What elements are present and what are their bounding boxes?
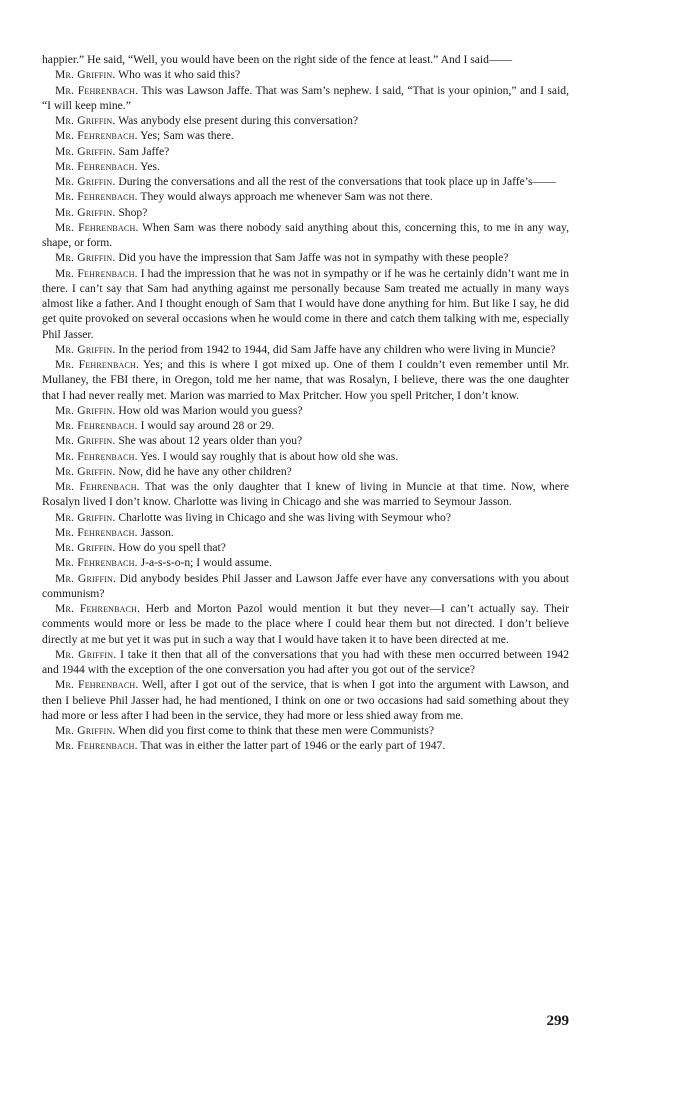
transcript-paragraph [42, 250, 569, 265]
transcript-paragraph [42, 83, 569, 114]
transcript-paragraph [42, 647, 569, 678]
paragraph-text: How old was Marion would you guess? [115, 403, 303, 417]
paragraph-text: Did you have the impression that Sam Jaffe was not in sympathy with these people? [115, 251, 509, 265]
speaker-name: Mr. Fehrenbach. [55, 129, 138, 143]
speaker-name: Mr. Fehrenbach. [55, 190, 138, 204]
speaker-name: Mr. Fehrenbach. [55, 480, 140, 493]
paragraph-text: I would say around 28 or 29. [137, 419, 275, 432]
transcript-paragraph [42, 357, 569, 403]
speaker-name: Mr. Griffin. [55, 68, 116, 82]
paragraph-text: Yes; Sam was there. [137, 129, 234, 143]
page-number: 299 [546, 1013, 569, 1029]
speaker-name: Mr. Fehrenbach. [55, 678, 139, 692]
paragraph-text: Who was it who said this? [115, 68, 241, 82]
paragraph-text: When Sam was there nobody said anything about this, concerning this, to me in any way, shape, or form. [42, 220, 569, 249]
speaker-name: Mr. Griffin. [55, 175, 116, 188]
paragraph-text: happier.” He said, “Well, you would have been on the right side of the fence at least.” And I said—— [42, 53, 513, 66]
transcript-paragraph [42, 738, 569, 753]
transcript-paragraph [42, 555, 569, 570]
speaker-name: Mr. Griffin. [55, 724, 116, 737]
transcript-paragraph [42, 52, 569, 67]
transcript-paragraph [42, 67, 569, 82]
speaker-name: Mr. Griffin. [55, 144, 116, 158]
paragraph-text: Was anybody else present during this conversation? [115, 114, 359, 127]
paragraph-text: In the period from 1942 to 1944, did Sam Jaffe have any children who were living in Muncie? [115, 342, 556, 356]
speaker-name: Mr. Fehrenbach. [55, 83, 139, 97]
speaker-name: Mr. Griffin. [55, 434, 116, 448]
speaker-name: Mr. Fehrenbach. [55, 358, 140, 371]
paragraph-text: Sam Jaffe? [115, 144, 170, 158]
transcript-paragraph [42, 525, 569, 540]
paragraph-text: Shop? [115, 205, 148, 219]
transcript-paragraph [42, 418, 569, 433]
paragraph-text: Herb and Morton Pazol would mention it but they never—I can’t actually say. Their comments would more or less be made to the place where I could hear them but not directed. I don’t believe directly at me but yet it was put in such a way that I would have taken it to have been directed at me. [42, 602, 569, 646]
speaker-name: Mr. Fehrenbach. [55, 266, 138, 280]
speaker-name: Mr. Fehrenbach. [55, 602, 141, 615]
speaker-name: Mr. Fehrenbach. [55, 419, 138, 432]
paragraph-text: Yes. [137, 159, 160, 173]
transcript-paragraph [42, 189, 569, 204]
speaker-name: Mr. Griffin. [55, 403, 116, 417]
paragraph-text: Yes; and this is where I got mixed up. One of them I couldn’t even remember until Mr. Mullaney, the FBI there, in Oregon, told me her name, that was Rosalyn, I believe, there was the one daughter that I had never really met. Marion was married to Max Pritcher. How you spell Pritcher, I don’t know. [42, 358, 569, 402]
transcript-paragraph [42, 677, 569, 723]
speaker-name: Mr. Griffin. [55, 251, 116, 265]
speaker-name: Mr. Griffin. [55, 510, 116, 524]
paragraph-text: That was the only daughter that I knew of living in Muncie at that time. Now, where Rosalyn lived I don’t know. Charlotte was living in Chicago and she was married to Seymour Jasson. [42, 480, 569, 509]
speaker-name: Mr. Griffin. [55, 647, 117, 661]
speaker-name: Mr. Griffin. [55, 541, 116, 554]
transcript-paragraph [42, 220, 569, 251]
transcript-body [42, 52, 569, 754]
paragraph-text: J-a-s-s-o-n; I would assume. [137, 556, 272, 570]
transcript-paragraph [42, 174, 569, 189]
transcript-paragraph [42, 479, 569, 510]
transcript-paragraph [42, 403, 569, 418]
speaker-name: Mr. Fehrenbach. [55, 220, 139, 234]
transcript-paragraph [42, 342, 569, 357]
paragraph-text: That was in either the latter part of 1946 or the early part of 1947. [137, 739, 446, 753]
paragraph-text: They would always approach me whenever Sam was not there. [137, 190, 433, 204]
transcript-paragraph [42, 205, 569, 220]
paragraph-text: I had the impression that he was not in sympathy or if he was he certainly didn’t want me in there. I can’t say that Sam had anything against me personally because Sam treated me actually in many ways almost like a father. And I thought enough of Sam that I would have done anything for him. But like I say, he did get quite provoked on several occasions when he would come in there and catch them talking with me, especially Phil Jasser. [42, 266, 569, 341]
speaker-name: Mr. Fehrenbach. [55, 739, 138, 753]
speaker-name: Mr. Griffin. [55, 571, 117, 585]
speaker-name: Mr. Griffin. [55, 205, 116, 219]
transcript-paragraph [42, 144, 569, 159]
transcript-paragraph [42, 571, 569, 602]
speaker-name: Mr. Fehrenbach. [55, 449, 138, 463]
transcript-paragraph [42, 128, 569, 143]
speaker-name: Mr. Griffin. [55, 114, 116, 127]
paragraph-text: This was Lawson Jaffe. That was Sam’s nephew. I said, “That is your opinion,” and I said, “I will keep mine.” [42, 83, 569, 112]
speaker-name: Mr. Fehrenbach. [55, 159, 138, 173]
paragraph-text: Yes. I would say roughly that is about how old she was. [137, 449, 399, 463]
speaker-name: Mr. Griffin. [55, 342, 116, 356]
transcript-paragraph [42, 464, 569, 479]
paragraph-text: Charlotte was living in Chicago and she was living with Seymour who? [115, 510, 451, 524]
paragraph-text: During the conversations and all the rest of the conversations that took place up in Jaffe’s—— [115, 175, 556, 188]
transcript-paragraph [42, 113, 569, 128]
paragraph-text: Well, after I got out of the service, that is when I got into the argument with Lawson, and then I believe Phil Jasser had, he had mentioned, I think on one or two occasions had said something about they had more or less after I had been in the service, they had more or less shied away from me. [42, 678, 569, 722]
transcript-paragraph [42, 540, 569, 555]
paragraph-text: Did anybody besides Phil Jasser and Lawson Jaffe ever have any conversations with you about communism? [42, 571, 569, 600]
paragraph-text: When did you first come to think that these men were Communists? [115, 724, 435, 737]
speaker-name: Mr. Fehrenbach. [55, 525, 138, 539]
transcript-paragraph [42, 449, 569, 464]
paragraph-text: Jasson. [137, 525, 174, 539]
transcript-paragraph [42, 510, 569, 525]
transcript-page [42, 52, 569, 754]
transcript-paragraph [42, 433, 569, 448]
paragraph-text: She was about 12 years older than you? [115, 434, 303, 448]
transcript-paragraph [42, 601, 569, 647]
transcript-paragraph [42, 266, 569, 342]
transcript-paragraph [42, 723, 569, 738]
speaker-name: Mr. Griffin. [55, 464, 116, 478]
paragraph-text: Now, did he have any other children? [115, 464, 292, 478]
speaker-name: Mr. Fehrenbach. [55, 556, 138, 570]
paragraph-text: How do you spell that? [115, 541, 226, 554]
paragraph-text: I take it then that all of the conversations that you had with these men occurred between 1942 and 1944 with the exception of the one conversation you had after you got out of the service? [42, 647, 570, 676]
transcript-paragraph [42, 159, 569, 174]
